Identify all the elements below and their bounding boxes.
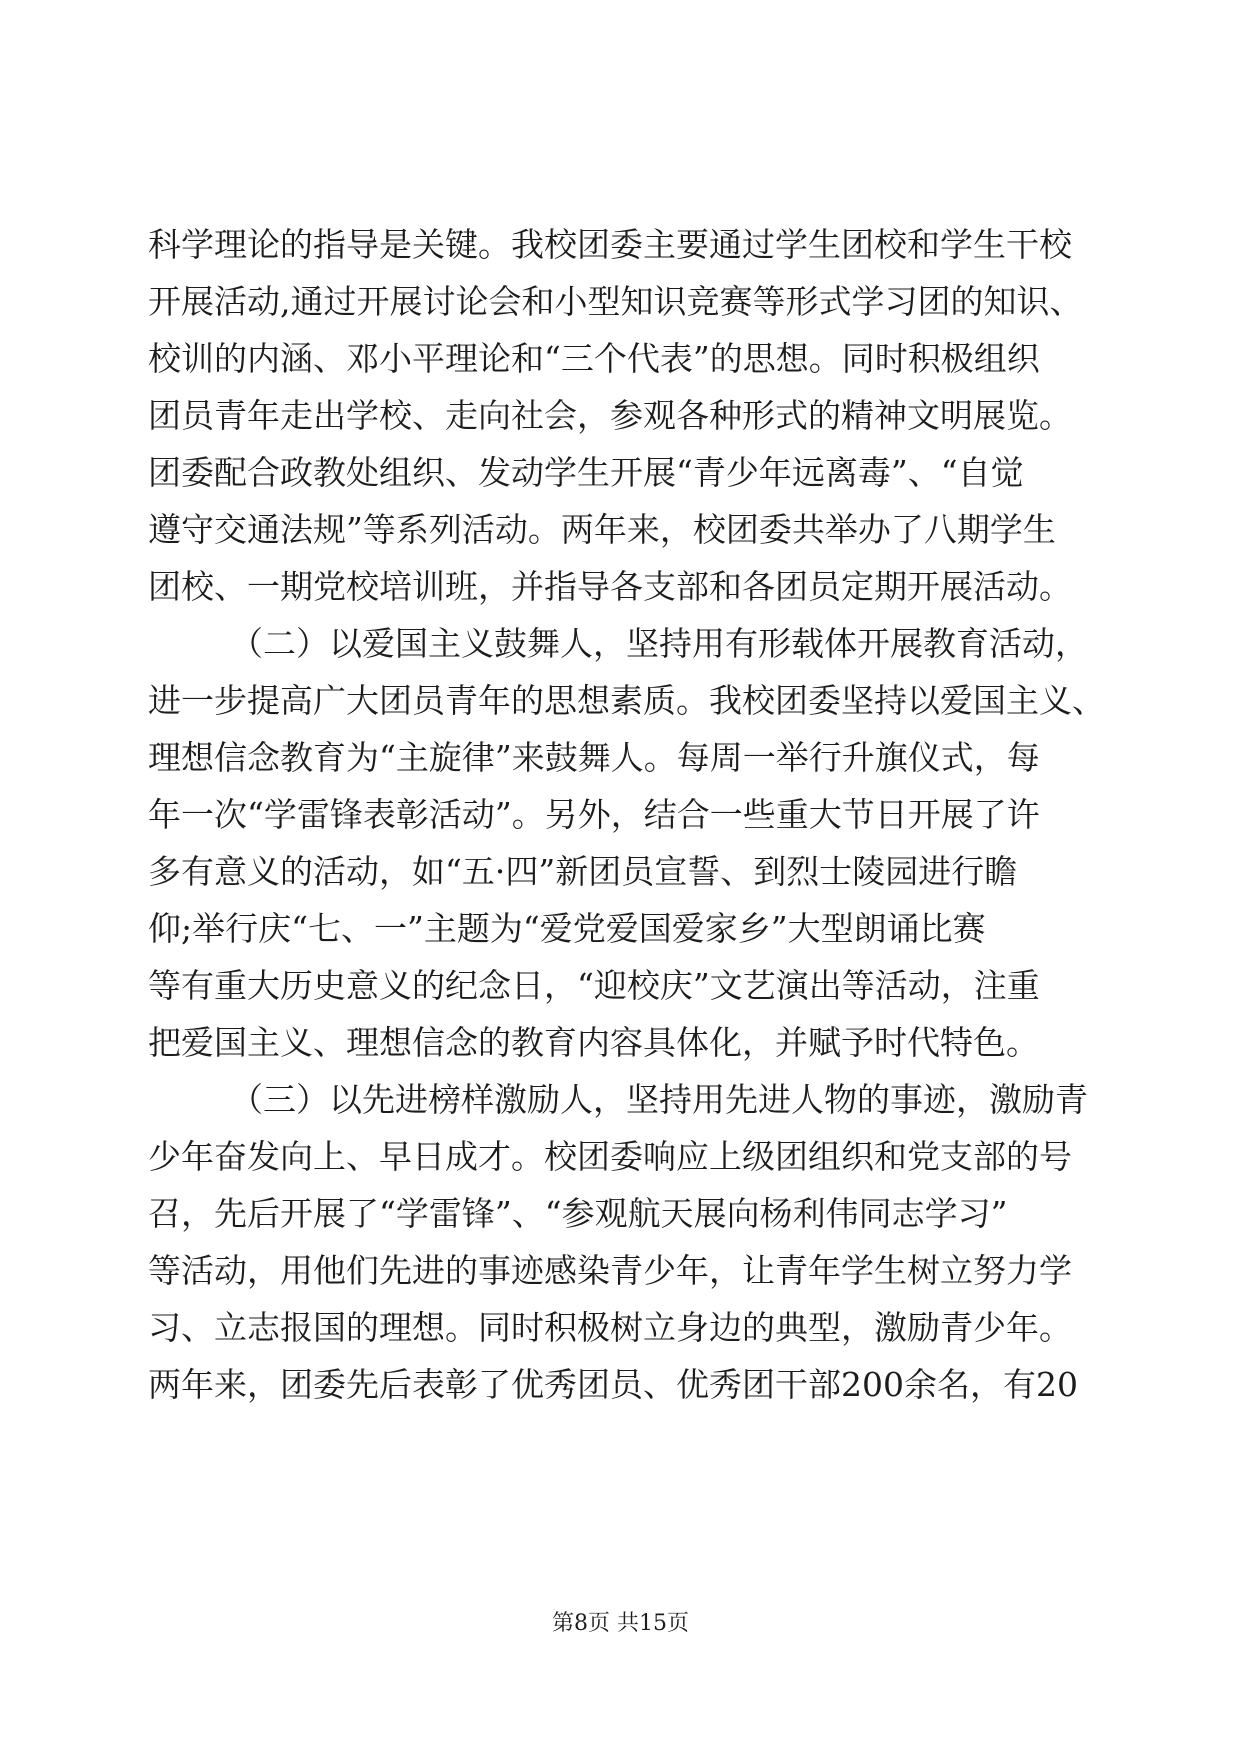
- text-line: 遵守交通法规”等系列活动。两年来，校团委共举办了八期学生: [148, 510, 1056, 549]
- page-number-footer: 第8页 共15页: [552, 1611, 689, 1636]
- paragraph-start-line: （三）以先进榜样激励人，坚持用先进人物的事迹，激励青: [230, 1080, 1088, 1119]
- text-line: 团委配合政教处组织、发动学生开展“青少年远离毒”、“自觉: [148, 453, 1024, 492]
- text-line: 习、立志报国的理想。同时积极树立身边的典型，激励青少年。: [148, 1308, 1072, 1347]
- text-line: 把爱国主义、理想信念的教育内容具体化，并赋予时代特色。: [148, 1023, 1039, 1062]
- text-line: 开展活动,通过开展讨论会和小型知识竞赛等形式学习团的知识、: [148, 282, 1083, 321]
- text-line: 校训的内涵、邓小平理论和“三个代表”的思想。同时积极组织: [148, 339, 1040, 378]
- text-line: 进一步提高广大团员青年的思想素质。我校团委坚持以爱国主义、: [148, 681, 1105, 720]
- text-line: 多有意义的活动，如“五·四”新团员宣誓、到烈士陵园进行瞻: [148, 852, 1018, 891]
- text-line: 两年来，团委先后表彰了优秀团员、优秀团干部200余名，有20: [148, 1365, 1078, 1404]
- text-line: 仰;举行庆“七、一”主题为“爱党爱国爱家乡”大型朗诵比赛: [148, 909, 986, 948]
- paragraph-start-line: （二）以爱国主义鼓舞人，坚持用有形载体开展教育活动，: [230, 624, 1088, 663]
- text-line: 少年奋发向上、早日成才。校团委响应上级团组织和党支部的号: [148, 1137, 1072, 1176]
- text-line: 等活动，用他们先进的事迹感染青少年，让青年学生树立努力学: [148, 1251, 1072, 1290]
- text-line: 科学理论的指导是关键。我校团委主要通过学生团校和学生干校: [148, 225, 1072, 264]
- text-line: 等有重大历史意义的纪念日，“迎校庆”文艺演出等活动，注重: [148, 966, 1040, 1005]
- text-line: 年一次“学雷锋表彰活动”。另外，结合一些重大节日开展了许: [148, 795, 1040, 834]
- text-line: 召，先后开展了“学雷锋”、“参观航天展向杨利伟同志学习”: [148, 1194, 1008, 1233]
- text-line: 团员青年走出学校、走向社会，参观各种形式的精神文明展览。: [148, 396, 1072, 435]
- text-line: 理想信念教育为“主旋律”来鼓舞人。每周一举行升旗仪式，每: [148, 738, 1040, 777]
- text-line: 团校、一期党校培训班，并指导各支部和各团员定期开展活动。: [148, 567, 1072, 606]
